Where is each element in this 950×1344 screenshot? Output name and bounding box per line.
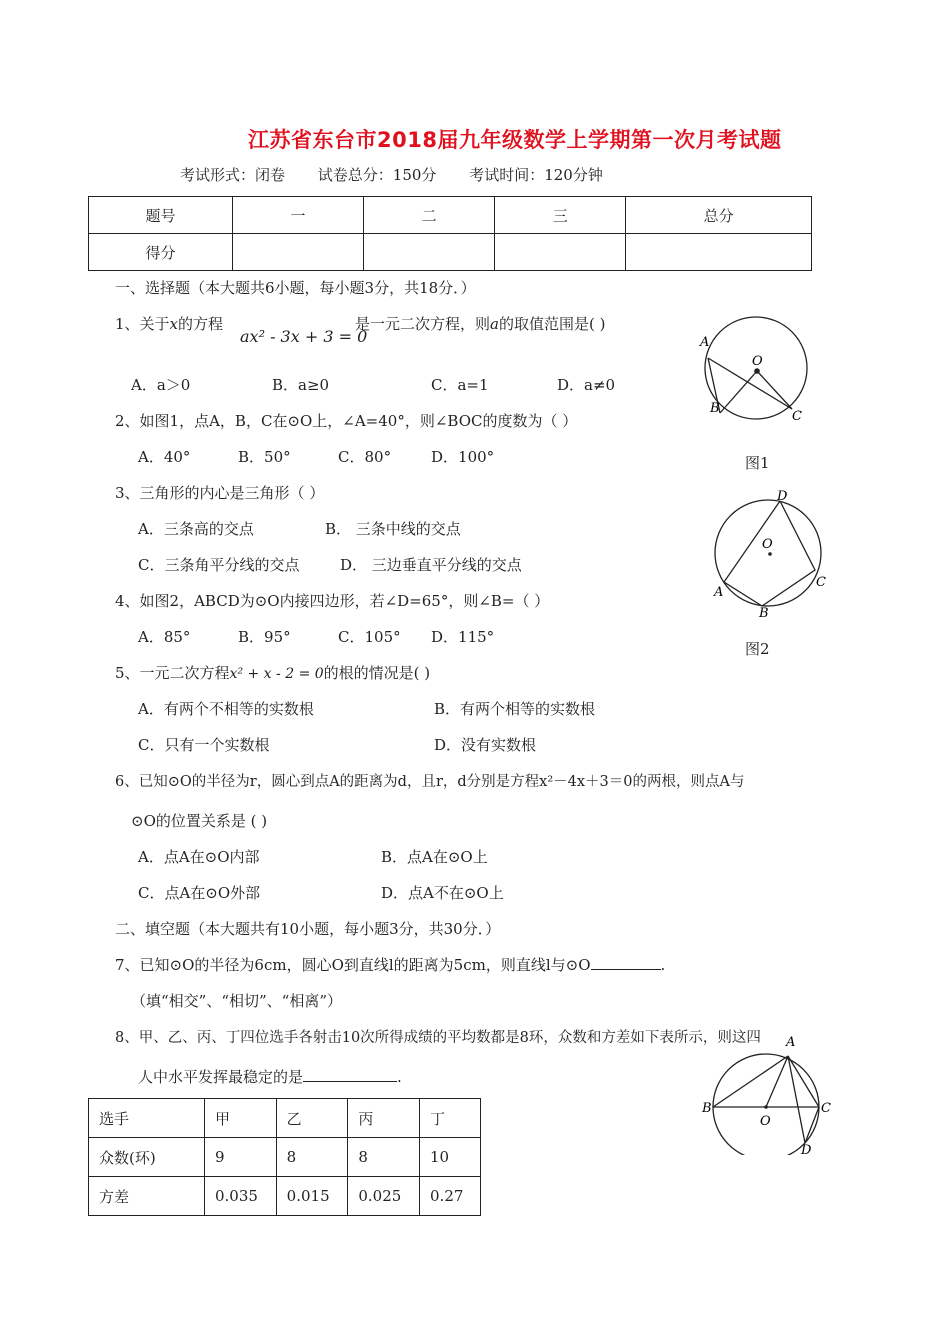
fig1-label-o: O — [752, 354, 763, 369]
fig1-line-oc — [757, 371, 792, 409]
question-1 — [115, 313, 223, 334]
score-table — [88, 196, 812, 271]
fig3-label-b: B — [702, 1101, 712, 1116]
q6-option-b: B．点A在⊙O上 — [381, 848, 488, 866]
q2-option-d: D．100° — [431, 448, 495, 466]
page-title: 江苏省东台市2018届九年级数学上学期第一次月考试题 — [248, 128, 782, 152]
players-table — [88, 1098, 481, 1216]
q6-option-a: A．点A在⊙O内部 — [138, 848, 260, 866]
players-cell: 0.035 — [205, 1177, 277, 1216]
players-cell: 0.27 — [420, 1177, 481, 1216]
players-cell: 8 — [348, 1138, 420, 1177]
q5-option-d: D．没有实数根 — [434, 736, 537, 754]
fig2-label-a: A — [714, 585, 724, 600]
fig1-label-a: A — [700, 335, 710, 350]
q4-option-d: D．115° — [431, 628, 495, 646]
fig2-label-o: O — [762, 537, 773, 552]
q1-stem-post: 是一元二次方程，则 — [355, 315, 491, 333]
question-4: 4、如图2，ABCD为⊙O内接四边形，若∠D=65°，则∠B=（ ） — [115, 592, 550, 610]
players-cell: 9 — [205, 1138, 277, 1177]
fig2-label-b: B — [759, 606, 769, 618]
table-row — [89, 1138, 481, 1177]
q1-option-d: D．a≠0 — [557, 376, 616, 394]
question-6-line1: 6、已知⊙O的半径为r，圆心到点A的距离为d，且r，d分别是方程x²－4x＋3＝0的两根，则点A与 — [115, 774, 745, 790]
question-8-line1: 8、甲、乙、丙、丁四位选手各射击10次所得成绩的平均数都是8环，众数和方差如下表所示，则这四 — [115, 1030, 761, 1046]
score-table-header — [89, 197, 812, 234]
q5-option-c: C．只有一个实数根 — [138, 736, 270, 754]
score-header-cell: 三 — [495, 197, 626, 234]
players-cell: 方差 — [89, 1177, 205, 1216]
exam-info — [180, 164, 631, 185]
score-header-cell: 二 — [364, 197, 495, 234]
score-cell — [495, 234, 626, 271]
fig3-center-dot — [764, 1105, 768, 1109]
q1-stem-tail — [355, 313, 605, 334]
players-cell: 0.015 — [276, 1177, 348, 1216]
players-cell: 0.025 — [348, 1177, 420, 1216]
q5-stem-pre: 5、一元二次方程 — [115, 664, 230, 682]
q4-option-b: B．95° — [238, 628, 291, 646]
question-5 — [115, 662, 430, 683]
fig1-line-ac — [708, 358, 792, 409]
fig2-circle — [715, 500, 821, 606]
q1-option-a: A．a＞0 — [131, 376, 191, 394]
q1-option-c: C．a=1 — [431, 376, 489, 394]
q3-option-a: A．三条高的交点 — [138, 520, 254, 538]
q1-var: x — [169, 315, 179, 333]
score-cell — [626, 234, 812, 271]
q1-stem-end: 的取值范围是( ) — [498, 315, 606, 333]
fig3-line-cd — [805, 1107, 819, 1143]
fig3-circle — [713, 1054, 819, 1155]
q8-answer-blank[interactable] — [303, 1067, 397, 1082]
fig1-line-bo — [720, 371, 757, 413]
score-row-label: 得分 — [89, 234, 233, 271]
q1-option-b: B．a≥0 — [272, 376, 330, 394]
q3-option-b: B． 三条中线的交点 — [325, 520, 461, 538]
q2-option-c: C．80° — [338, 448, 392, 466]
question-3: 3、三角形的内心是三角形（ ） — [115, 484, 325, 502]
fig1-label-c: C — [792, 409, 802, 424]
fig3-label-a: A — [786, 1035, 796, 1050]
section-heading-2: 二、填空题（本大题共有10小题，每小题3分，共30分．） — [115, 920, 501, 938]
players-header-cell: 选手 — [89, 1099, 205, 1138]
section-heading-1: 一、选择题（本大题共6小题，每小题3分，共18分．） — [115, 279, 476, 297]
fig2-center-dot — [768, 552, 772, 556]
question-2: 2、如图1，点A，B，C在⊙O上，∠A=40°，则∠BOC的度数为（ ） — [115, 412, 578, 430]
q1-equation: ax² - 3x + 3 = 0 — [240, 327, 368, 346]
score-cell — [364, 234, 495, 271]
q5-equation: x² + x - 2 = 0 — [229, 666, 324, 682]
q2-option-a: A．40° — [138, 448, 191, 466]
fig3-label-c: C — [821, 1101, 831, 1116]
q3-option-d: D． 三边垂直平分线的交点 — [340, 556, 522, 574]
figure-2-caption: 图2 — [745, 640, 770, 658]
players-cell: 10 — [420, 1138, 481, 1177]
q3-option-c: C．三条角平分线的交点 — [138, 556, 300, 574]
q4-option-c: C．105° — [338, 628, 401, 646]
figure-1-caption: 图1 — [745, 454, 770, 472]
fig1-center-dot — [754, 368, 760, 374]
figure-3 — [700, 1030, 835, 1155]
players-header-cell: 乙 — [276, 1099, 348, 1138]
q7-end: . — [660, 956, 666, 974]
question-8-line2 — [138, 1066, 402, 1087]
exam-total: 试卷总分：150分 — [317, 166, 437, 184]
players-header-cell: 丁 — [420, 1099, 481, 1138]
fig2-label-d: D — [777, 489, 788, 504]
exam-time: 考试时间：120分钟 — [469, 166, 603, 184]
players-header-cell: 甲 — [205, 1099, 277, 1138]
score-table-row — [89, 234, 812, 271]
players-cell: 众数(环) — [89, 1138, 205, 1177]
q8-stem: 人中水平发挥最稳定的是 — [138, 1068, 304, 1086]
q1-stem-mid: 的方程 — [178, 315, 224, 333]
q4-option-a: A．85° — [138, 628, 191, 646]
q5-option-b: B．有两个相等的实数根 — [434, 700, 596, 718]
score-header-cell: 题号 — [89, 197, 233, 234]
players-header-cell: 丙 — [348, 1099, 420, 1138]
figure-1 — [698, 312, 813, 427]
q7-stem: 7、已知⊙O的半径为6cm，圆心O到直线l的距离为5cm，则直线l与⊙O — [115, 956, 591, 974]
players-header-row — [89, 1099, 481, 1138]
fig2-label-c: C — [816, 575, 826, 590]
question-7 — [115, 954, 665, 975]
fig3-label-o: O — [760, 1114, 771, 1129]
q1-var2: a — [490, 315, 499, 333]
q6-option-d: D．点A不在⊙O上 — [381, 884, 504, 902]
q8-end: . — [397, 1068, 402, 1086]
score-header-cell: 一 — [233, 197, 364, 234]
score-cell — [233, 234, 364, 271]
exam-format: 考试形式：闭卷 — [180, 166, 286, 184]
q7-answer-blank[interactable] — [591, 955, 661, 970]
q7-hint: （填“相交”、“相切”、“相离”） — [131, 992, 343, 1010]
fig1-label-b: B — [710, 401, 720, 416]
score-header-cell: 总分 — [626, 197, 812, 234]
q1-stem-pre: 1、关于 — [115, 315, 170, 333]
q2-option-b: B．50° — [238, 448, 291, 466]
q5-stem-post: 的根的情况是( ) — [323, 664, 431, 682]
table-row — [89, 1177, 481, 1216]
fig3-label-d: D — [801, 1143, 812, 1155]
players-cell: 8 — [276, 1138, 348, 1177]
question-6-line2: ⊙O的位置关系是 ( ) — [131, 812, 268, 830]
q5-option-a: A．有两个不相等的实数根 — [138, 700, 314, 718]
figure-2 — [708, 488, 830, 618]
q6-option-c: C．点A在⊙O外部 — [138, 884, 261, 902]
